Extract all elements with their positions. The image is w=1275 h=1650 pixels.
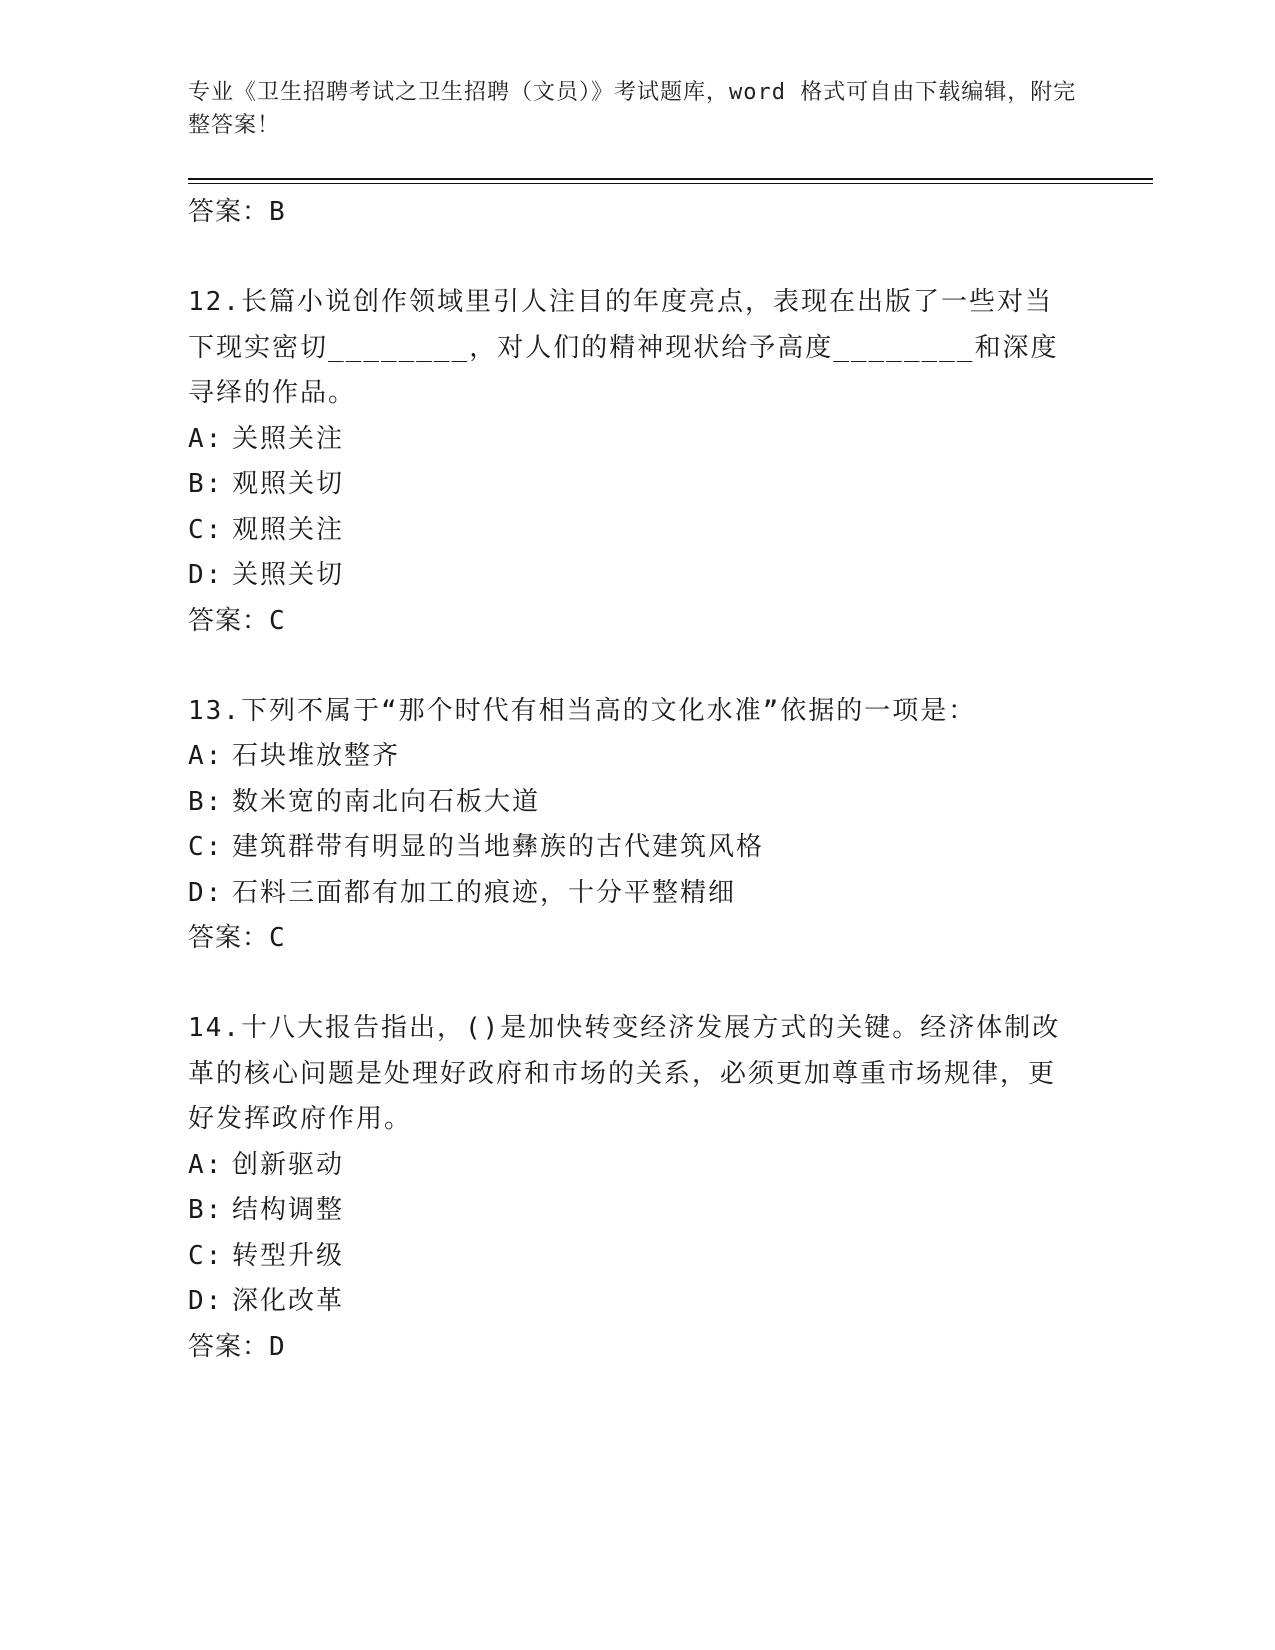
option-letter: C: — [188, 514, 224, 545]
answer-line: 答案：D — [188, 1331, 286, 1362]
answer-line: 答案：C — [188, 605, 286, 636]
question-13 — [188, 689, 1078, 961]
option-letter: C: — [188, 1240, 224, 1271]
document-body — [188, 190, 1078, 1369]
option-text: 石料三面都有加工的痕迹，十分平整精细 — [232, 877, 737, 908]
option-text: 创新驱动 — [232, 1149, 345, 1180]
question-stem: 12.长篇小说创作领域里引人注目的年度亮点，表现在出版了一些对当下现实密切________，对人们的精神现状给予高度________和深度寻绎的作品。 — [188, 287, 1059, 408]
option-text: 数米宽的南北向石板大道 — [232, 786, 541, 817]
option-letter: B: — [188, 786, 224, 817]
option-a — [188, 1143, 1078, 1189]
option-letter: D: — [188, 877, 224, 908]
answer-line: 答案：B — [188, 197, 286, 227]
option-text: 观照关切 — [232, 469, 345, 499]
option-c — [188, 508, 1078, 554]
option-letter: D: — [188, 560, 224, 590]
option-letter: A: — [188, 741, 224, 771]
question-stem: 14.十八大报告指出，()是加快转变经济发展方式的关键。经济体制改革的核心问题是处理好政府和市场的关系，必须更加尊重市场规律，更好发挥政府作用。 — [188, 1013, 1061, 1134]
option-b — [188, 780, 1078, 826]
header-divider-thin — [188, 183, 1153, 184]
option-text: 石块堆放整齐 — [232, 741, 401, 771]
option-d — [188, 553, 1078, 599]
header-divider-thick — [188, 178, 1153, 180]
option-text: 建筑群带有明显的当地彝族的古代建筑风格 — [232, 832, 765, 862]
option-letter: B: — [188, 1195, 224, 1225]
option-letter: C: — [188, 832, 224, 862]
option-d — [188, 1279, 1078, 1325]
option-text: 观照关注 — [232, 514, 345, 545]
question-stem: 13.下列不属于“那个时代有相当高的文化水准”依据的一项是： — [188, 695, 977, 726]
option-d — [188, 871, 1078, 917]
option-b — [188, 462, 1078, 508]
question-12 — [188, 280, 1078, 643]
option-text: 结构调整 — [232, 1195, 345, 1225]
option-a — [188, 417, 1078, 463]
option-letter: B: — [188, 469, 224, 499]
option-text: 关照关切 — [232, 560, 345, 590]
option-b — [188, 1188, 1078, 1234]
answer-line: 答案：C — [188, 923, 286, 953]
option-text: 关照关注 — [232, 423, 345, 454]
option-letter: A: — [188, 1149, 224, 1180]
option-text: 转型升级 — [232, 1240, 345, 1271]
document-header: 专业《卫生招聘考试之卫生招聘（文员）》考试题库，word 格式可自由下载编辑，附完整答案！ — [188, 80, 1077, 138]
option-c — [188, 1234, 1078, 1280]
option-letter: A: — [188, 423, 224, 454]
option-c — [188, 825, 1078, 871]
option-a — [188, 734, 1078, 780]
question-14 — [188, 1006, 1078, 1369]
option-letter: D: — [188, 1286, 224, 1316]
option-text: 深化改革 — [232, 1286, 345, 1316]
